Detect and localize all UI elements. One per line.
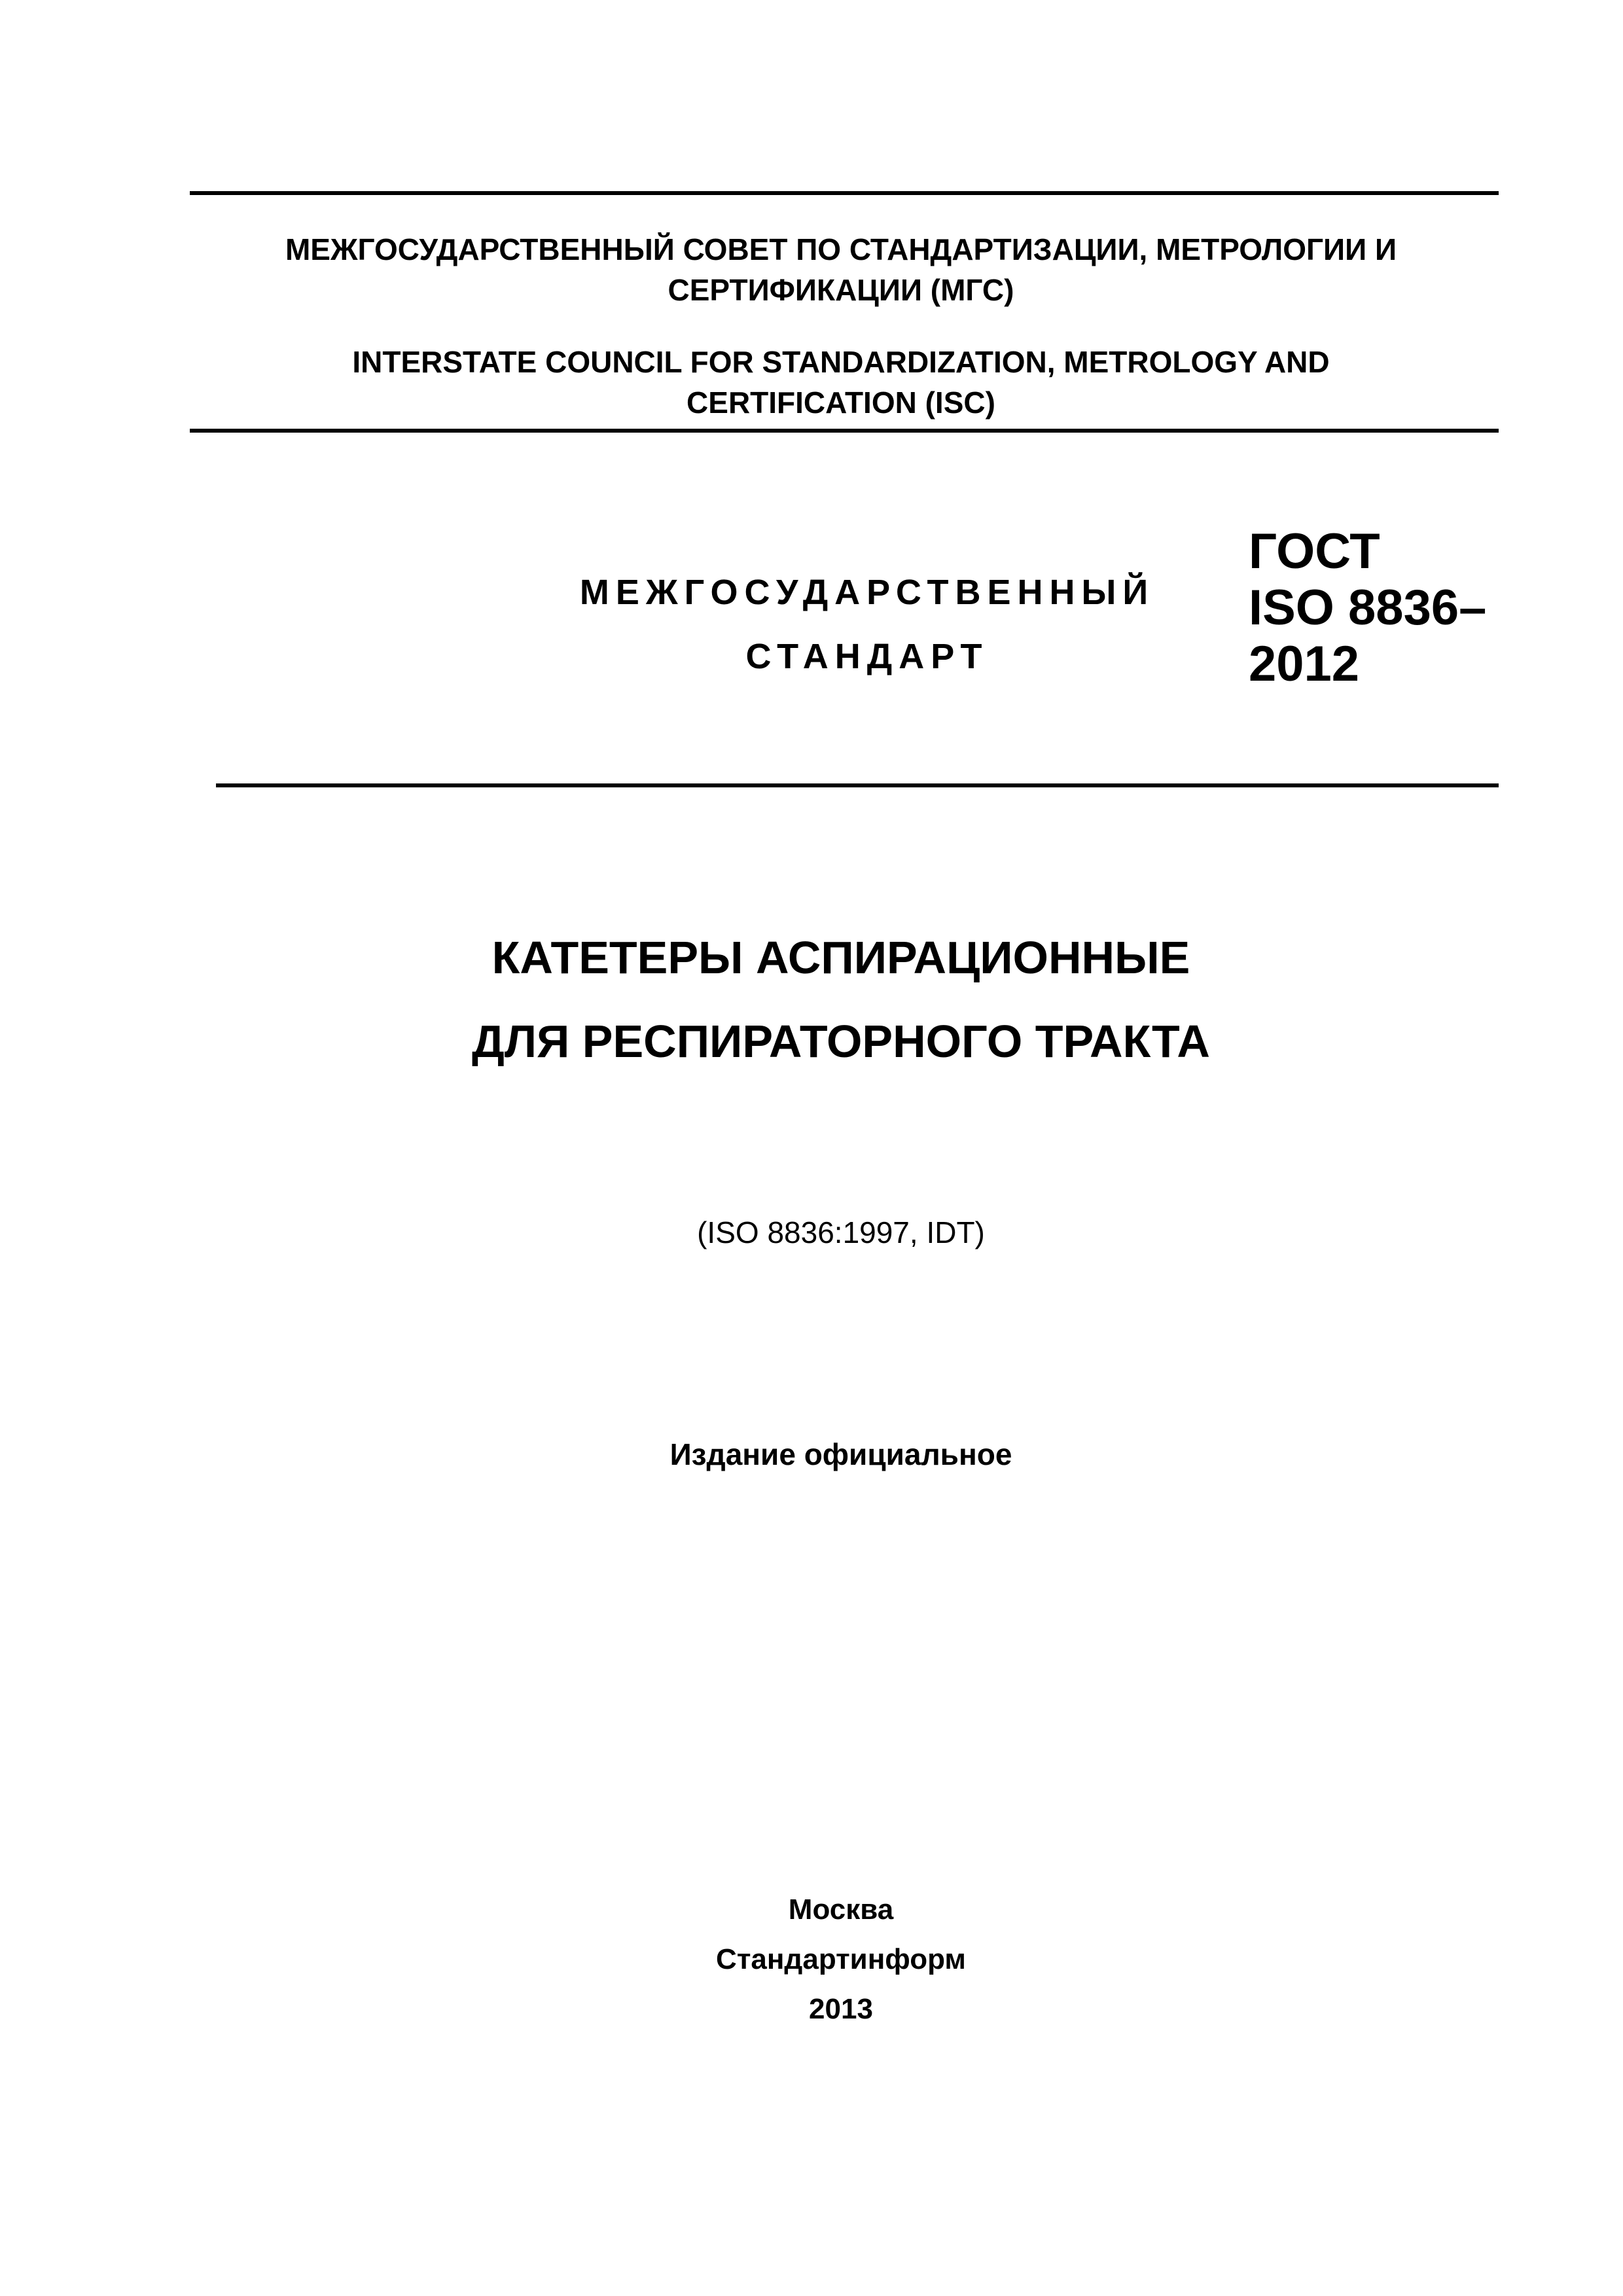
imprint-year: 2013 [809,1993,873,2025]
header-bottom-rule [216,783,1499,787]
council-name-en-line2: CERTIFICATION (ISC) [687,386,995,420]
council-name-ru-line1: МЕЖГОСУДАРСТВЕННЫЙ СОВЕТ ПО СТАНДАРТИЗАЦИИ, МЕТРОЛОГИИ И [285,232,1397,266]
top-rule [190,191,1499,195]
document-title-line2: ДЛЯ РЕСПИРАТОРНОГО ТРАКТА [472,1016,1210,1067]
standard-kind-line1: МЕЖГОСУДАРСТВЕННЫЙ [579,573,1155,612]
edition-label: Издание официальное [669,1437,1012,1471]
standard-kind-line2: СТАНДАРТ [745,637,989,676]
standard-number-line2: ISO 8836– [1249,580,1487,636]
council-name-en-line1: INTERSTATE COUNCIL FOR STANDARDIZATION, METROLOGY AND [352,345,1330,379]
standard-number-line1: ГОСТ [1249,524,1380,579]
imprint-city: Москва [788,1893,894,1926]
council-bottom-rule [190,429,1499,433]
standard-number [1249,524,1563,692]
council-name-ru-line2: СЕРТИФИКАЦИИ (МГС) [668,273,1014,307]
standard-number-line3: 2012 [1249,636,1360,692]
imprint-publisher: Стандартинформ [716,1943,966,1975]
document-title-line1: КАТЕТЕРЫ АСПИРАЦИОННЫЕ [491,932,1190,983]
iso-reference: (ISO 8836:1997, IDT) [697,1215,985,1249]
council-name-ru [190,229,1492,310]
council-name-en [190,342,1492,423]
